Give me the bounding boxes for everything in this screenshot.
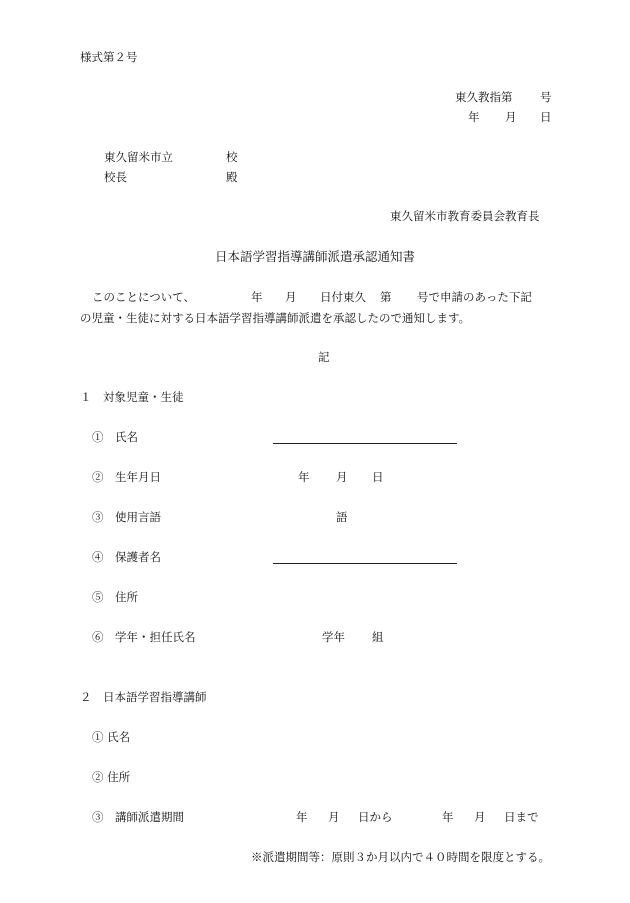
section1-heading: １ 対象児童・生徒 (80, 390, 184, 404)
body-day-ref: 日付東久 (320, 290, 366, 304)
guardian-name-label: ④ 保護者名 (92, 550, 161, 564)
period-from-month: 月 (328, 810, 340, 824)
body-lead: このことについて、 (92, 290, 196, 304)
document-title: 日本語学習指導講師派遣承認通知書 (214, 249, 415, 264)
birthdate-year: 年 (298, 470, 310, 484)
dispatch-period-label: ③ 講師派遣期間 (92, 810, 184, 824)
section2-heading: ２ 日本語学習指導講師 (80, 690, 207, 704)
instructor-name-label: ① 氏名 (92, 730, 131, 744)
birthdate-label: ② 生年月日 (92, 470, 161, 484)
addressee-school-prefix: 東久留米市立 (104, 150, 173, 164)
grade-label: 学年 (322, 630, 345, 644)
student-name-underline (273, 443, 457, 444)
period-to-day: 日まで (504, 810, 539, 824)
period-to-month: 月 (474, 810, 486, 824)
class-label: 組 (372, 630, 384, 644)
period-to-year: 年 (442, 810, 454, 824)
form-number: 様式第２号 (80, 50, 138, 64)
instructor-address-label: ② 住所 (92, 770, 131, 784)
dispatch-note: ※派遣期間等：原則３か月以内で４０時間を限度とする。 (251, 850, 550, 864)
body-line2: の児童・生徒に対する日本語学習指導講師派遣を承認したので通知します。 (80, 311, 471, 325)
period-from-day: 日から (358, 810, 393, 824)
body-dai: 第 (380, 290, 392, 304)
document-number-prefix: 東久教指第 (455, 90, 513, 104)
guardian-name-underline (273, 563, 457, 564)
birthdate-month: 月 (336, 470, 348, 484)
addressee-honorific: 殿 (226, 170, 238, 184)
student-address-label: ⑤ 住所 (92, 590, 138, 604)
issue-date-year: 年 (468, 110, 480, 124)
student-name-label: ① 氏名 (92, 430, 138, 444)
body-year: 年 (251, 290, 263, 304)
issue-date-month: 月 (505, 110, 517, 124)
addressee-school-suffix: 校 (226, 150, 238, 164)
sender: 東久留米市教育委員会教育長 (390, 209, 540, 223)
period-from-year: 年 (296, 810, 308, 824)
birthdate-day: 日 (372, 470, 384, 484)
body-tail: 号で申請のあった下記 (417, 290, 532, 304)
issue-date-day: 日 (540, 110, 552, 124)
addressee-principal-label: 校長 (104, 170, 127, 184)
language-suffix: 語 (336, 510, 348, 524)
grade-teacher-label: ⑥ 学年・担任氏名 (92, 630, 196, 644)
document-number-suffix: 号 (540, 90, 552, 104)
language-label: ③ 使用言語 (92, 510, 161, 524)
body-month: 月 (285, 290, 297, 304)
ki-heading: 記 (318, 350, 330, 364)
